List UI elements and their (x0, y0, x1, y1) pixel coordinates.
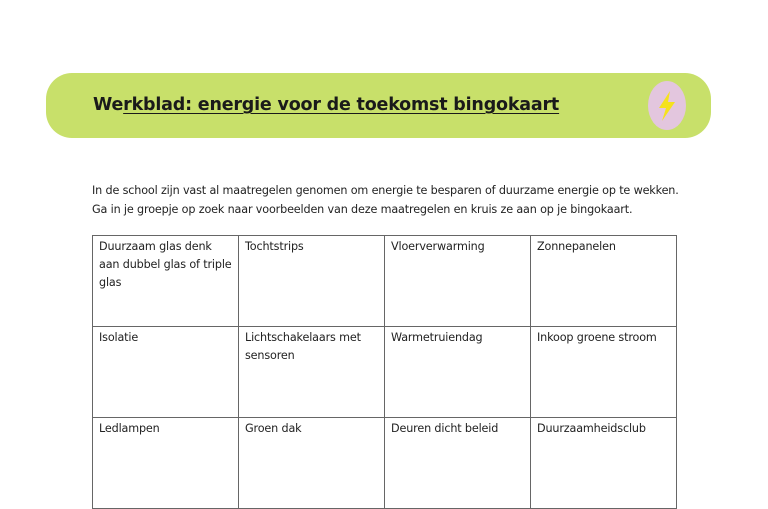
bingo-card (92, 235, 677, 509)
title-rest: rkblad: energie voor de toekomst bingokaart (123, 95, 560, 115)
bingo-cell[interactable]: Vloerverwarming (385, 236, 531, 327)
bingo-cell[interactable]: Duurzaam glas denk aan dubbel glas of triple glas (93, 236, 239, 327)
bingo-row (93, 236, 677, 327)
bingo-cell[interactable]: Groen dak (239, 418, 385, 509)
bingo-cell[interactable]: Lichtschakelaars met sensoren (239, 327, 385, 418)
bingo-cell[interactable]: Warmetruiendag (385, 327, 531, 418)
intro-text: In de school zijn vast al maatregelen genomen om energie te besparen of duurzame energie op te wekken. Ga in je groepje op zoek naar voorbeelden van deze maatregelen en kruis ze aan op je bingokaart. (92, 184, 679, 216)
bingo-row (93, 327, 677, 418)
bingo-cell[interactable]: Ledlampen (93, 418, 239, 509)
bingo-cell[interactable]: Isolatie (93, 327, 239, 418)
bingo-cell[interactable]: Deuren dicht beleid (385, 418, 531, 509)
bingo-cell[interactable]: Tochtstrips (239, 236, 385, 327)
bingo-row (93, 418, 677, 509)
lightning-bolt-icon (656, 90, 678, 122)
bingo-cell[interactable]: Duurzaamheidsclub (531, 418, 677, 509)
title-first: We (93, 95, 124, 115)
page-title (93, 95, 559, 115)
energy-badge (648, 81, 686, 130)
bingo-cell[interactable]: Inkoop groene stroom (531, 327, 677, 418)
bingo-cell[interactable]: Zonnepanelen (531, 236, 677, 327)
